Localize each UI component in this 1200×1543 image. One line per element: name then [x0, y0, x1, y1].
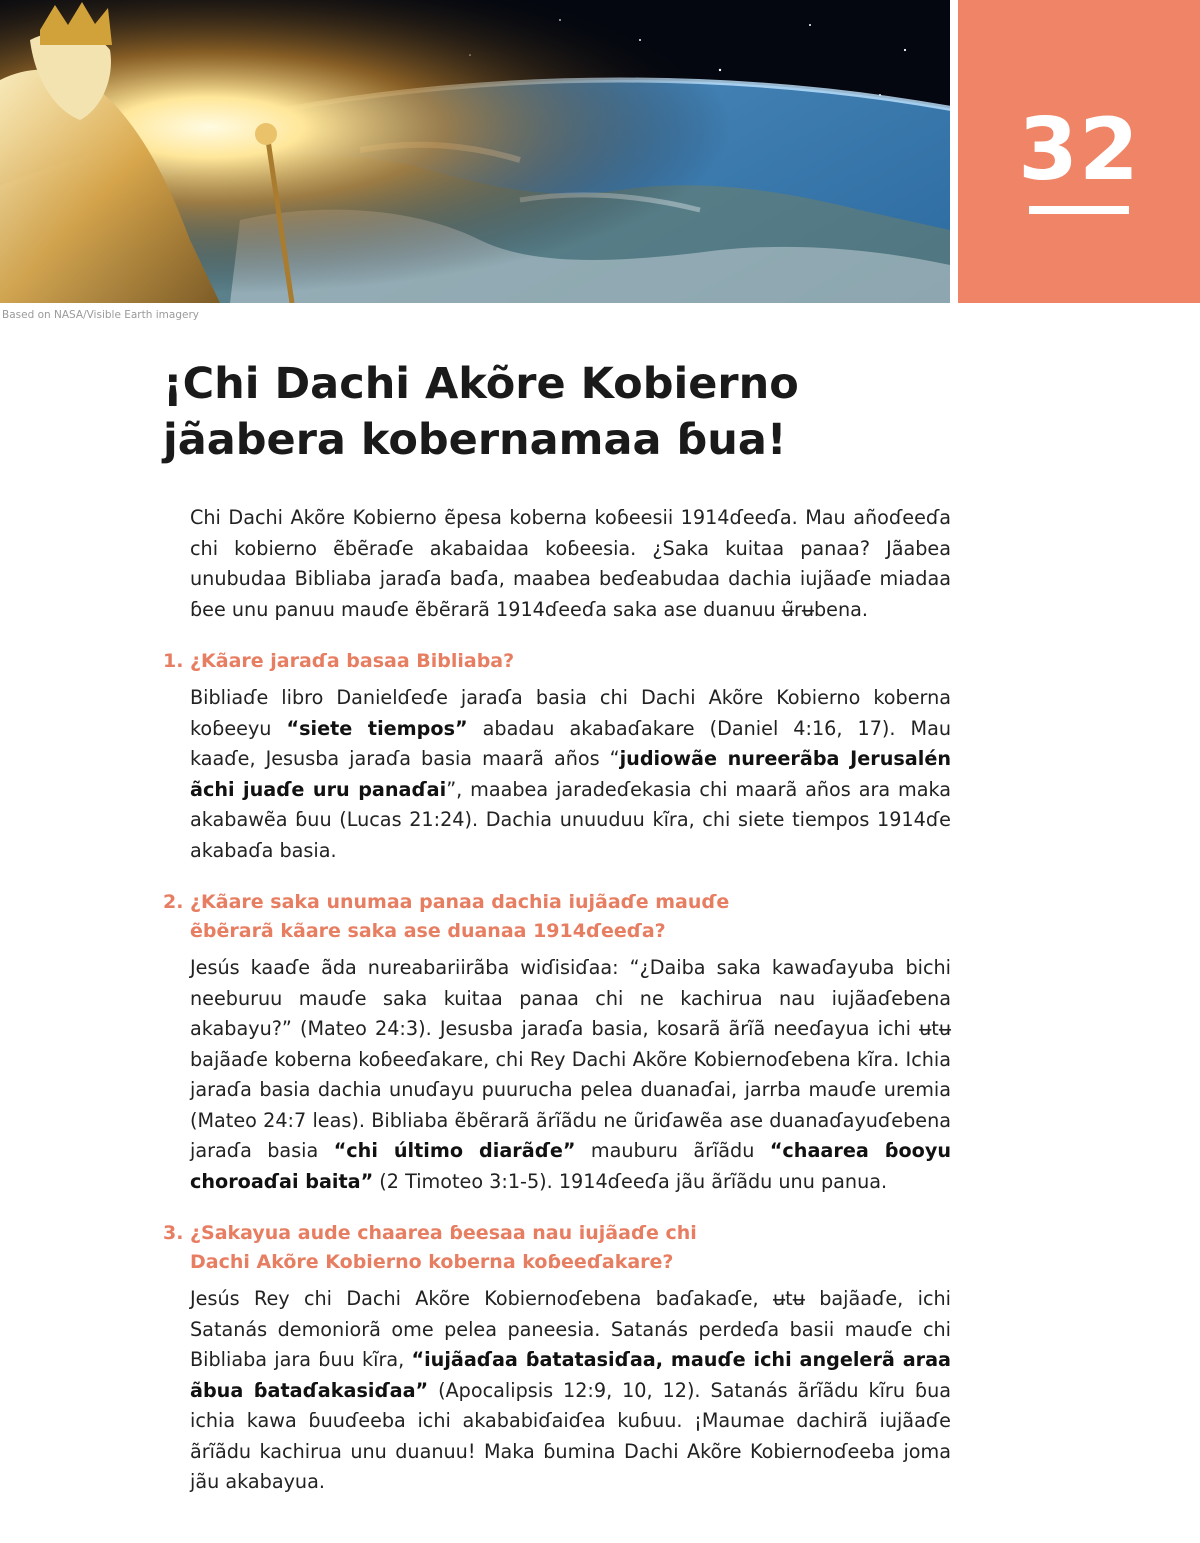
answer-2-bold-a: “chi último diarãɗe” — [333, 1139, 576, 1162]
answer-3-bold-a: “iujãaɗaa ɓatatasiɗaa, mauɗe ichi angelerã araa ãbua ɓataɗakasiɗaa” — [190, 1348, 951, 1402]
lesson-number: 32 — [1018, 100, 1140, 200]
image-credit: Based on NASA/Visible Earth imagery — [2, 309, 199, 321]
lesson-number-underline — [1029, 206, 1129, 214]
question-2-text-line-1: ¿Kãare saka unumaa panaa dachia iujãaɗe mauɗe — [190, 891, 730, 913]
question-1 — [163, 647, 951, 676]
answer-1-bold-a: “siete tiempos” — [286, 716, 468, 740]
question-2 — [163, 888, 951, 946]
question-1-number: 1. — [163, 650, 184, 672]
answer-1 — [190, 683, 951, 866]
page-title-line-1: ¡Chi Dachi Akõre Kobierno — [163, 359, 799, 409]
question-3-text-line-1: ¿Sakayua aude chaarea ɓeesaa nau iujãaɗe chi — [190, 1222, 697, 1244]
intro-paragraph: Chi Dachi Akõre Kobierno ẽpesa koberna koɓeesii 1914ɗeeɗa. Mau añoɗeeɗa chi kobierno ẽbẽraɗe akabaidaa koɓeesia. ¿Saka kuitaa panaa? Jãabea unubudaa Bibliaba jaraɗa baɗa, maabea beɗeabudaa dachia iujãaɗe miadaa ɓee unu panuu mauɗe ẽbẽrarã 1914ɗeeɗa saka ase duanuu ʉ̃rʉbena. — [190, 506, 951, 621]
answer-2-text-b: mauburu ãrĩãdu — [575, 1139, 770, 1162]
lesson-number-badge — [958, 0, 1200, 303]
question-3 — [163, 1219, 951, 1277]
answer-2-text-a: Jesús kaaɗe ãda nureabariirãba wiɗisiɗaa: “¿Daiba saka kawaɗayuba bichi neeburuu mauɗe saka kuitaa panaa chi ne kachirua nau iujãaɗebena akabayu?” (Mateo 24:3). Jesusba jaraɗa basia, kosarã ãrĩã neeɗayua ichi ʉtʉ bajãaɗe koberna koɓeeɗakare, chi Rey Dachi Akõre Kobiernoɗebena kĩra. Ichia jaraɗa basia dachia unuɗayu puurucha pelea duanaɗai, jarrba mauɗe uremia (Mateo 24:7 leas). Bibliaba ẽbẽrarã ãrĩãdu ne ũriɗawẽa ase duanaɗayuɗebena jaraɗa basia — [190, 956, 951, 1162]
answer-2-bold-b: “chaarea ɓooyu choroaɗai baita” — [190, 1139, 952, 1193]
answer-2-text-c: (2 Timoteo 3:1-5). 1914ɗeeɗa jãu ãrĩãdu unu panua. — [373, 1169, 888, 1193]
page-title — [163, 356, 1063, 468]
hero-image — [0, 0, 950, 303]
lesson-content — [163, 503, 952, 1520]
answer-2 — [190, 953, 951, 1197]
page-title-line-2: jãabera kobernamaa ɓua! — [163, 415, 787, 465]
answer-3-text-b: (Apocalipsis 12:9, 10, 12). Satanás ãrĩãdu kĩru ɓua ichia kawa ɓuuɗeeba ichi akababiɗaiɗea kuɓuu. ¡Maumae dachirã iujãaɗe ãrĩãdu kachirua unu duanuu! Maka ɓumina Dachi Akõre Kobiernoɗeeba joma jãu akabayua. — [190, 1378, 951, 1493]
question-1-text: ¿Kãare jaraɗa basaa Bibliaba? — [190, 650, 515, 672]
answer-1-text-c: ”, maabea jaradeɗekasia chi maarã años ara maka akabawẽa ɓuu (Lucas 21:24). Dachia unuuduu kĩra, chi siete tiempos 1914ɗe akabaɗa basia. — [190, 777, 951, 862]
question-2-number: 2. — [163, 891, 184, 913]
answer-1-bold-b: judiowãe nureerãba Jerusalén ãchi juaɗe uru panaɗai — [190, 747, 951, 801]
question-3-number: 3. — [163, 1222, 184, 1244]
answer-3 — [190, 1284, 951, 1498]
question-3-text-line-2: Dachi Akõre Kobierno koberna koɓeeɗakare? — [190, 1251, 674, 1273]
answer-3-text-a: Jesús Rey chi Dachi Akõre Kobiernoɗebena baɗakaɗe, ʉtʉ bajãaɗe, ichi Satanás demoniorã ome pelea paneesia. Satanás perdeɗa basii mauɗe chi Bibliaba jara ɓuu kĩra, — [190, 1287, 951, 1371]
answer-1-text-b: abadau akabaɗakare (Daniel 4:16, 17). Mau kaaɗe, Jesusba jaraɗa basia maarã años “ — [190, 716, 951, 770]
question-2-text-line-2: ẽbẽrarã kãare saka ase duanaa 1914ɗeeɗa? — [190, 920, 666, 942]
answer-1-text-a: Bibliaɗe libro Danielɗeɗe jaraɗa basia chi Dachi Akõre Kobierno koberna koɓeeyu — [190, 686, 951, 740]
